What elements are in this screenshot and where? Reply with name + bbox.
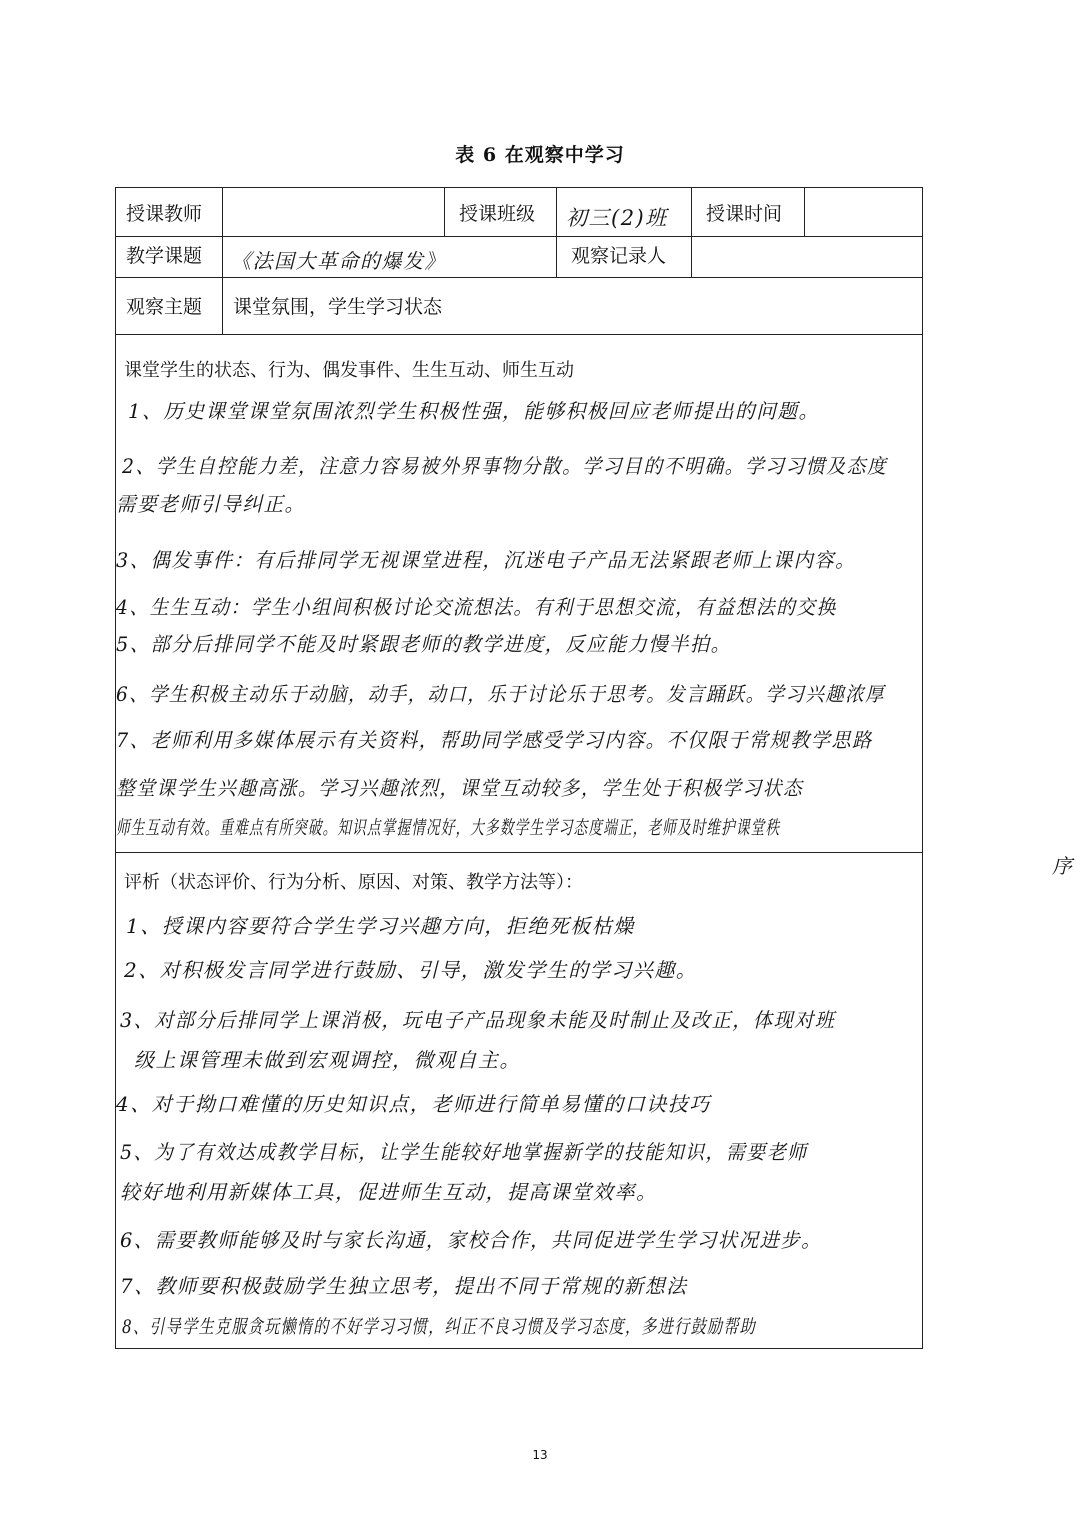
observation-line: 4、生生互动：学生小组间积极讨论交流想法。有利于思想交流，有益想法的交换 bbox=[116, 595, 837, 619]
column-divider bbox=[691, 188, 692, 277]
column-divider bbox=[556, 188, 557, 277]
row-divider bbox=[116, 277, 922, 278]
observation-line: 1、历史课堂课堂氛围浓烈学生积极性强，能够积极回应老师提出的问题。 bbox=[128, 399, 820, 423]
observation-line: 师生互动有效。重难点有所突破。知识点掌握情况好，大多数学生学习态度端正，老师及时维护课堂秩 bbox=[116, 817, 781, 839]
observation-line: 整堂课学生兴趣高涨。学习兴趣浓烈，课堂互动较多，学生处于积极学习状态 bbox=[116, 776, 804, 800]
evaluation-line: 7、教师要积极鼓励学生独立思考，提出不同于常规的新想法 bbox=[120, 1274, 688, 1298]
evaluation-line: 3、对部分后排同学上课消极，玩电子产品现象未能及时制止及改正，体现对班 bbox=[120, 1008, 836, 1032]
observation-line: 2、学生自控能力差，注意力容易被外界事物分散。学习目的不明确。学习习惯及态度 bbox=[122, 454, 888, 478]
class-label: 授课班级 bbox=[459, 203, 536, 225]
evaluation-line: 2、对积极发言同学进行鼓励、引导，激发学生的学习兴趣。 bbox=[124, 958, 698, 982]
row-divider bbox=[116, 236, 922, 237]
teacher-label: 授课教师 bbox=[126, 203, 203, 225]
overflow-character: 序 bbox=[1052, 854, 1074, 878]
page-title: 表 6 在观察中学习 bbox=[455, 144, 625, 166]
evaluation-line: 6、需要教师能够及时与家长沟通，家校合作，共同促进学生学习状况进步。 bbox=[120, 1228, 823, 1252]
evaluation-heading: 评析（状态评价、行为分析、原因、对策、教学方法等）： bbox=[124, 872, 583, 893]
topic-label: 教学课题 bbox=[126, 245, 203, 267]
evaluation-line: 1、授课内容要符合学生学习兴趣方向，拒绝死板枯燥 bbox=[126, 914, 635, 938]
evaluation-line: 8、引导学生克服贪玩懒惰的不好学习习惯，纠正不良习惯及学习态度，多进行鼓励帮助 bbox=[122, 1316, 757, 1338]
evaluation-line: 较好地利用新媒体工具，促进师生互动，提高课堂效率。 bbox=[120, 1180, 658, 1204]
observation-line: 5、部分后排同学不能及时紧跟老师的教学进度，反应能力慢半拍。 bbox=[116, 632, 732, 656]
observer-label: 观察记录人 bbox=[571, 245, 667, 267]
observation-line: 6、学生积极主动乐于动脑，动手，动口，乐于讨论乐于思考。发言踊跃。学习兴趣浓厚 bbox=[116, 682, 885, 706]
column-divider bbox=[444, 188, 445, 236]
evaluation-line: 4、对于拗口难懂的历史知识点，老师进行简单易懂的口诀技巧 bbox=[116, 1092, 711, 1116]
page-number: 13 bbox=[532, 1448, 548, 1462]
theme-label: 观察主题 bbox=[126, 296, 203, 318]
observation-form bbox=[115, 187, 923, 1349]
evaluation-line: 级上课管理未做到宏观调控，微观自主。 bbox=[134, 1048, 521, 1072]
observation-heading: 课堂学生的状态、行为、偶发事件、生生互动、师生互动 bbox=[124, 360, 574, 381]
column-divider bbox=[222, 188, 223, 334]
time-label: 授课时间 bbox=[706, 203, 783, 225]
observation-line: 7、老师利用多媒体展示有关资料，帮助同学感受学习内容。不仅限于常规教学思路 bbox=[116, 728, 873, 752]
column-divider bbox=[804, 188, 805, 236]
row-divider bbox=[116, 334, 922, 335]
section-divider bbox=[116, 852, 922, 853]
class-value: 初三(2)班 bbox=[566, 206, 668, 230]
observation-line: 需要老师引导纠正。 bbox=[116, 492, 306, 516]
observation-line: 3、偶发事件：有后排同学无视课堂进程，沉迷电子产品无法紧跟老师上课内容。 bbox=[116, 548, 856, 572]
topic-value: 《法国大革命的爆发》 bbox=[231, 249, 446, 273]
evaluation-line: 5、为了有效达成教学目标，让学生能较好地掌握新学的技能知识，需要老师 bbox=[120, 1140, 808, 1164]
theme-value: 课堂氛围，学生学习状态 bbox=[233, 296, 443, 318]
